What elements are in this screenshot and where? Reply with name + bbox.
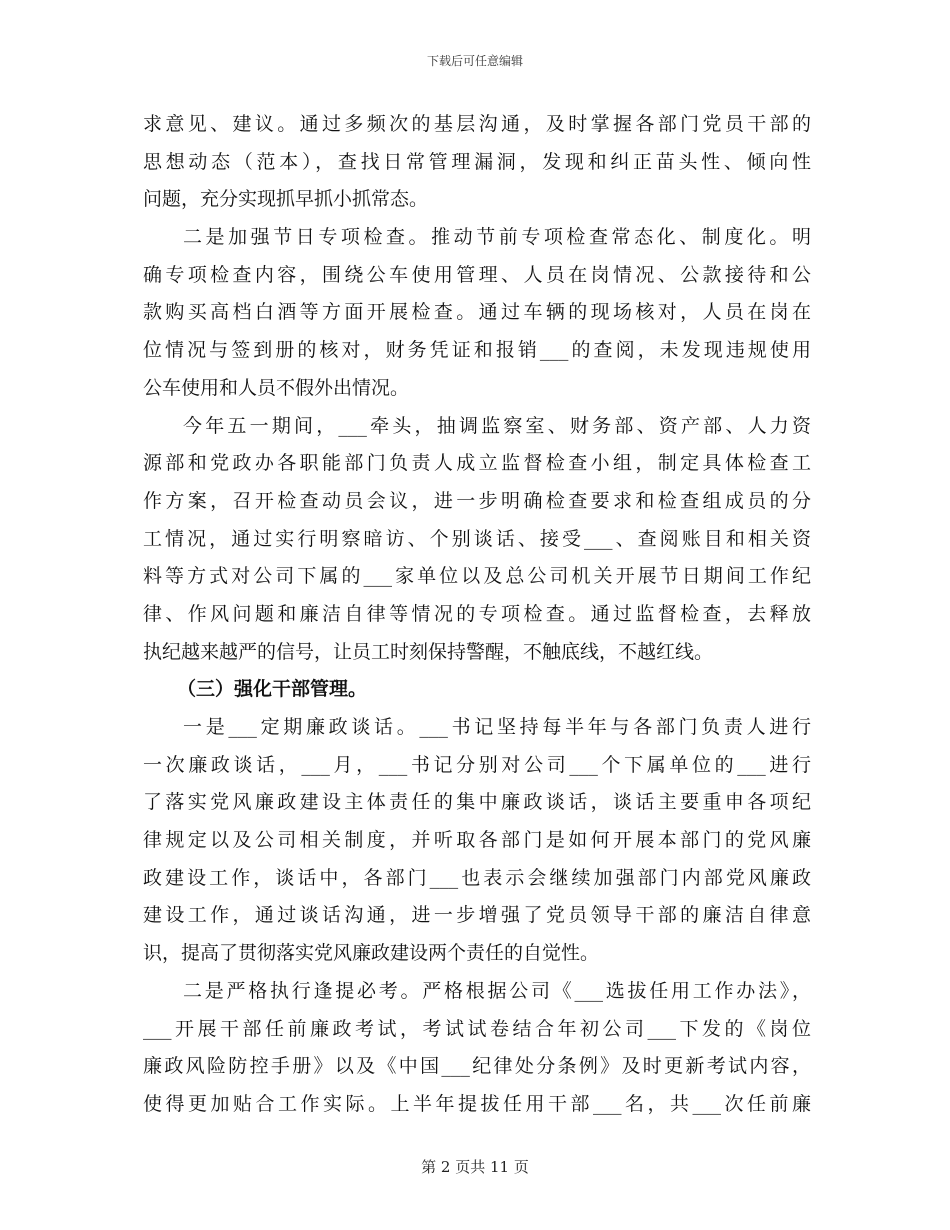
paragraph-line: 二是加强节日专项检查。推动节前专项检查常态化、制度化。明: [183, 226, 811, 249]
paragraph-line: 廉政风险防控手册》以及《中国___纪律处分条例》及时更新考试内容，: [143, 1055, 811, 1078]
paragraph-line: 思想动态（范本），查找日常管理漏洞，发现和纠正苗头性、倾向性: [143, 150, 811, 173]
paragraph-line: 问题，充分实现抓早抓小抓常态。: [143, 188, 429, 211]
paragraph-line: 今年五一期间，___牵头，抽调监察室、财务部、资产部、人力资: [183, 414, 811, 437]
page-header: 下载后可任意编辑: [426, 54, 523, 68]
paragraph-line: 料等方式对公司下属的___家单位以及总公司机关开展节日期间工作纪: [143, 565, 811, 588]
paragraph-line: 一是___定期廉政谈话。___书记坚持每半年与各部门负责人进行: [183, 716, 811, 738]
paragraph-line: 使得更加贴合工作实际。上半年提拔任用干部___名，共___次任前廉: [143, 1092, 811, 1115]
paragraph-line: 工情况，通过实行明察暗访、个别谈话、接受___、查阅账目和相关资: [143, 527, 811, 550]
paragraph-line: 作方案，召开检查动员会议，进一步明确检查要求和检查组成员的分: [143, 489, 811, 512]
paragraph-line: 律规定以及公司相关制度，并听取各部门是如何开展本部门的党风廉: [143, 829, 811, 852]
paragraph-line: 识，提高了贯彻落实党风廉政建设两个责任的自觉性。: [143, 942, 600, 965]
paragraph-line: 求意见、建议。通过多频次的基层沟通，及时掌握各部门党员干部的: [143, 113, 811, 135]
paragraph-line: 款购买高档白酒等方面开展检查。通过车辆的现场核对，人员在岗在: [143, 301, 811, 324]
paragraph-line: 位情况与签到册的核对，财务凭证和报销___的查阅，未发现违规使用: [143, 339, 811, 362]
paragraph-line: 律、作风问题和廉洁自律等情况的专项检查。通过监督检查，去释放: [143, 602, 811, 625]
paragraph-line: 执纪越来越严的信号，让员工时刻保持警醒，不触底线，不越红线。: [143, 640, 714, 663]
paragraph-line: ___开展干部任前廉政考试，考试试卷结合年初公司___下发的《岗位: [143, 1017, 811, 1040]
page-footer: 第 2 页共 11 页: [421, 1158, 529, 1176]
paragraph-line: 了落实党风廉政建设主体责任的集中廉政谈话，谈话主要重申各项纪: [143, 791, 811, 814]
paragraph-line: 确专项检查内容，围绕公车使用管理、人员在岗情况、公款接待和公: [143, 263, 811, 286]
document-body: [143, 106, 811, 1124]
paragraph-line: 一次廉政谈话，___月，___书记分别对公司___个下属单位的___进行: [143, 753, 811, 776]
paragraph-line: 公车使用和人员不假外出情况。: [143, 376, 410, 399]
section-heading: （三）强化干部管理。: [177, 678, 368, 701]
paragraph-line: 源部和党政办各职能部门负责人成立监督检查小组，制定具体检查工: [143, 452, 811, 475]
paragraph-line: 政建设工作，谈话中，各部门___也表示会继续加强部门内部党风廉政: [143, 866, 811, 889]
paragraph-line: 建设工作，通过谈话沟通，进一步增强了党员领导干部的廉洁自律意: [143, 904, 811, 927]
paragraph-line: 二是严格执行逢提必考。严格根据公司《___选拔任用工作办法》，: [183, 979, 811, 1002]
